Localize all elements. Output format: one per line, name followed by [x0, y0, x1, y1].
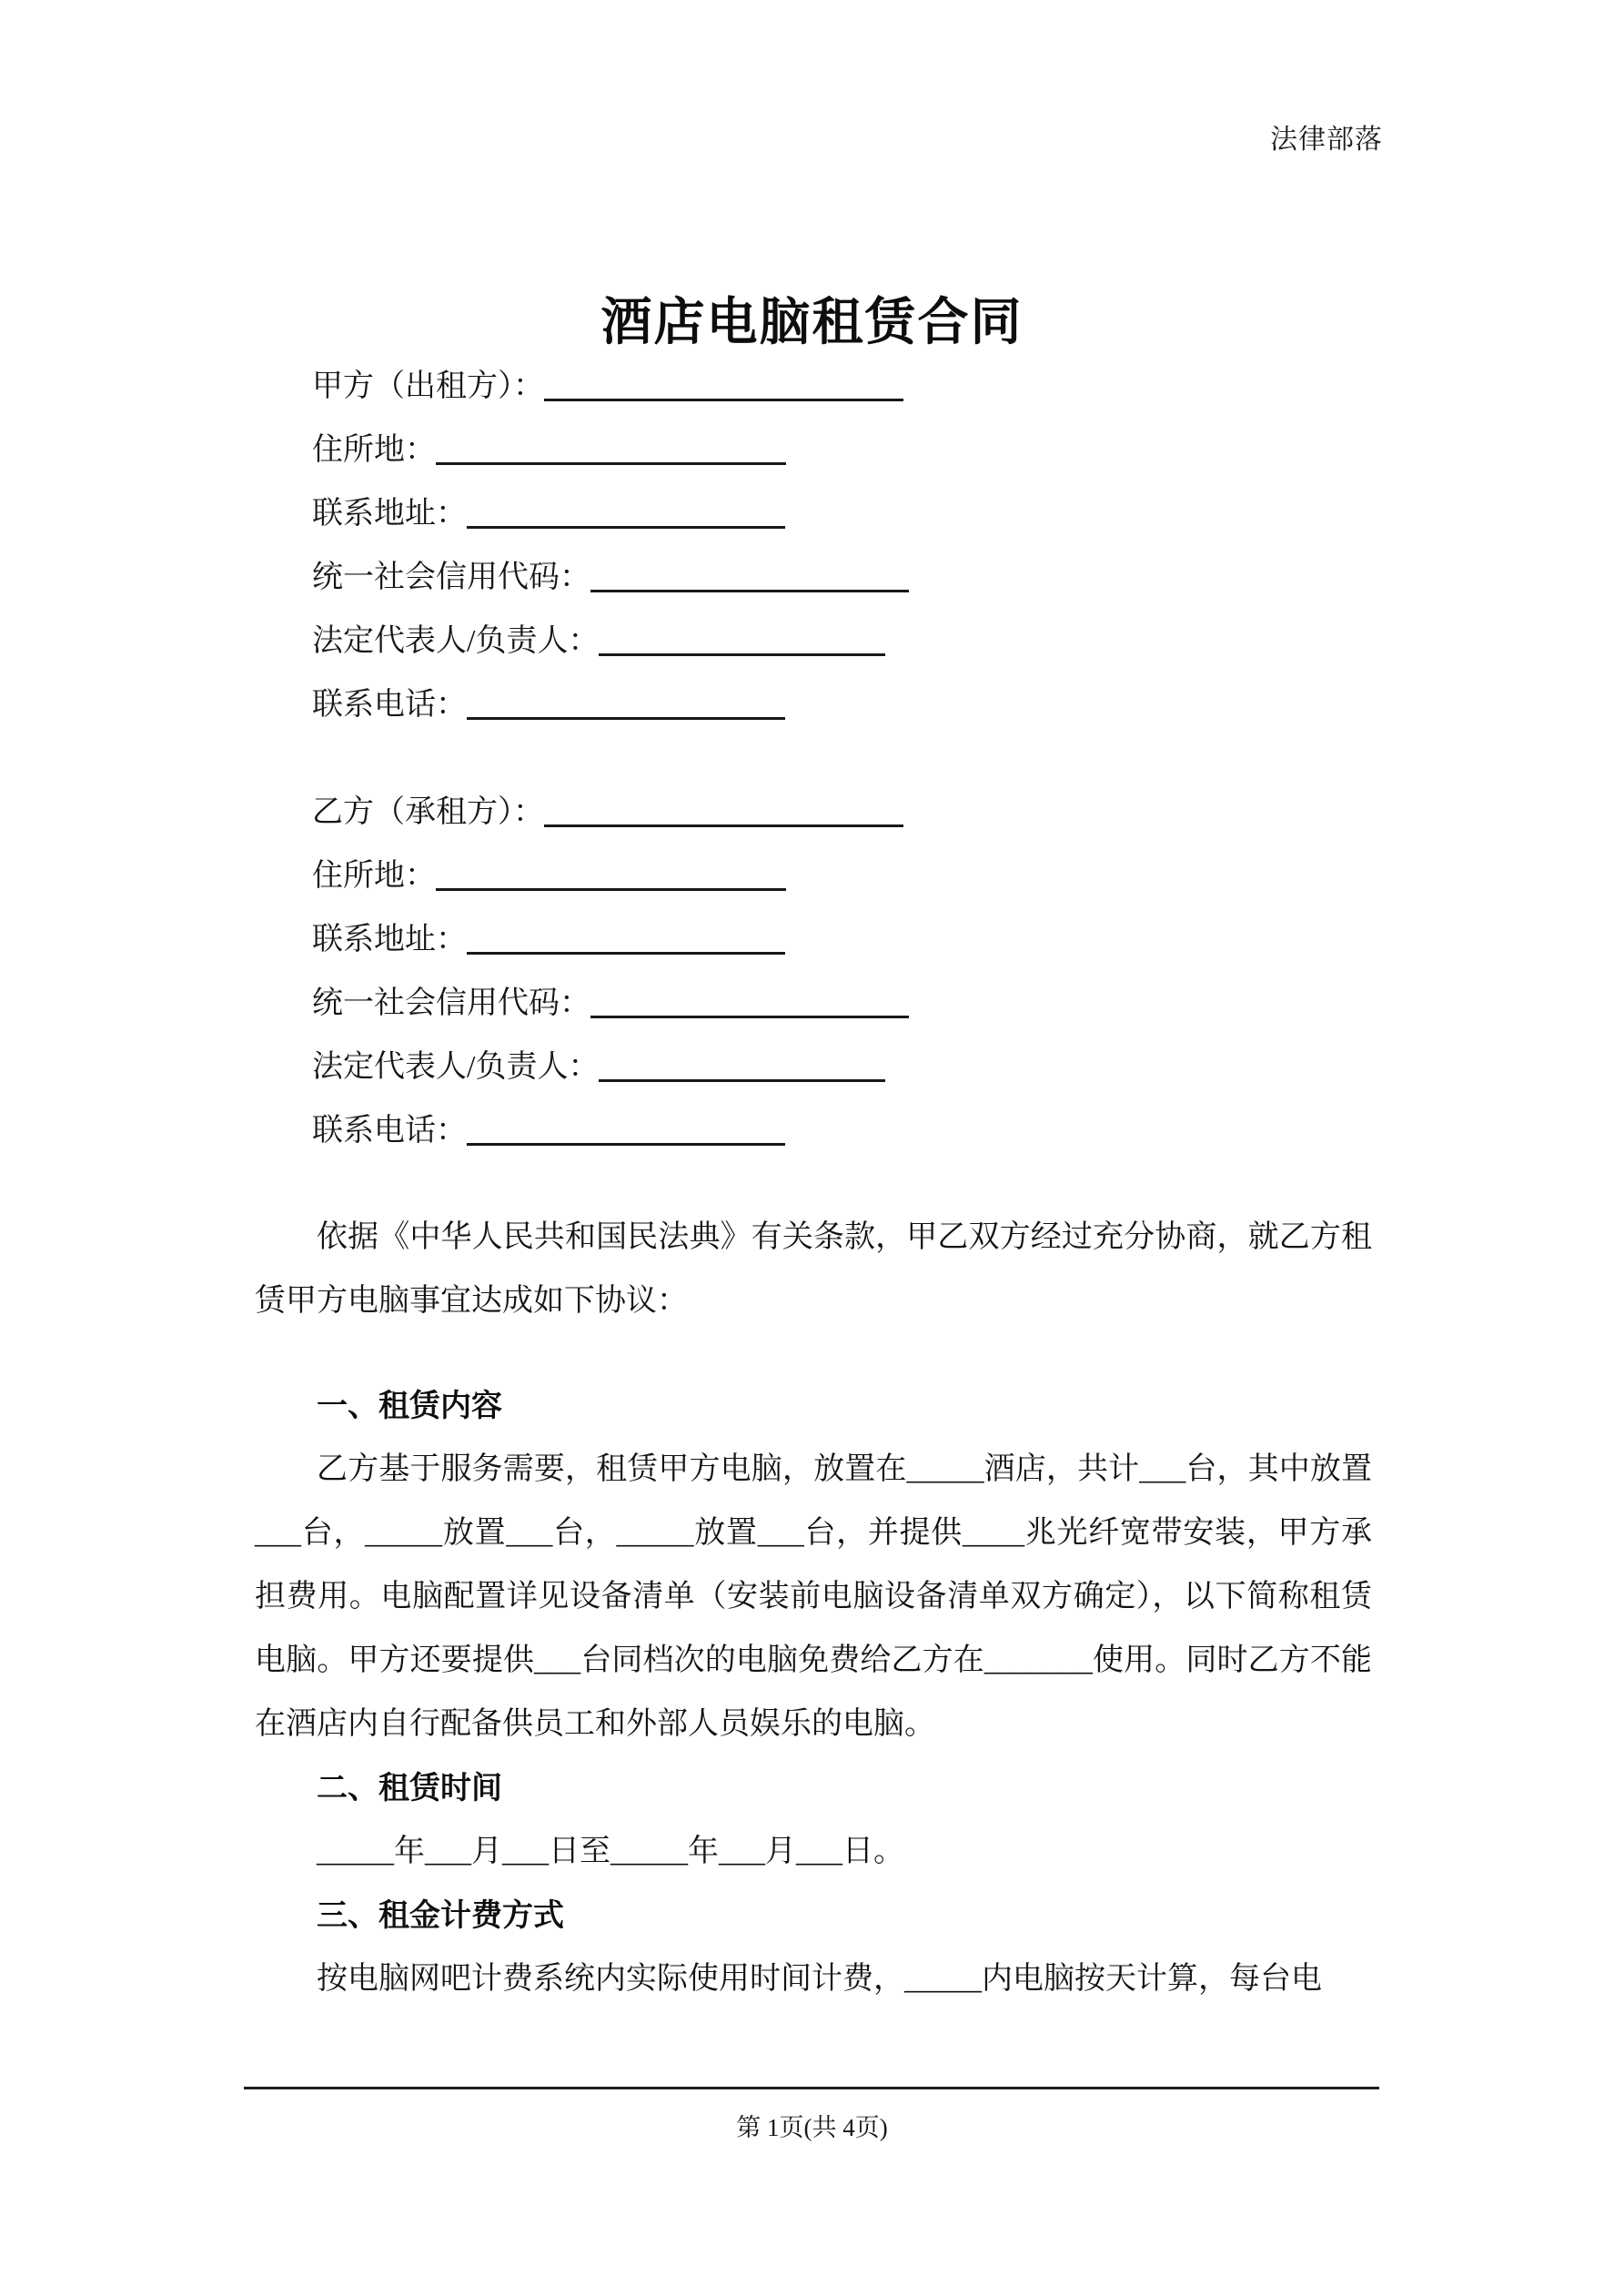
blank-line — [544, 362, 903, 401]
blank-line — [599, 1043, 885, 1082]
contract-body — [255, 1206, 1372, 2011]
section-paragraph-3: 按电脑网吧计费系统内实际使用时间计费，_____内电脑按天计算，每台电 — [317, 1962, 1322, 1996]
field-row-party-b-residence — [312, 845, 909, 908]
field-row-party-b-phone — [312, 1099, 909, 1163]
blank-line — [467, 915, 785, 955]
section-paragraph-2: _____年___月___日至_____年___月___日。 — [317, 1835, 904, 1868]
field-row-party-a-credit-code — [312, 546, 909, 610]
field-row-party-a-residence — [312, 419, 909, 482]
field-label: 乙方（承租方）： — [312, 795, 544, 829]
field-label: 法定代表人/负责人： — [312, 624, 600, 658]
field-label: 联系电话： — [312, 688, 467, 722]
document-title: 酒店电脑租赁合同 — [600, 294, 1024, 351]
blank-line — [467, 1107, 785, 1146]
field-row-party-b-credit-code — [312, 972, 909, 1036]
party-b-fields — [312, 781, 909, 1163]
field-label: 联系电话： — [312, 1114, 467, 1148]
page-number: 第 1页(共 4页) — [736, 2114, 888, 2141]
section-heading-2: 二、租赁时间 — [317, 1771, 502, 1805]
blank-line — [590, 553, 909, 592]
blank-line — [467, 681, 785, 720]
intro-paragraph: 依据《中华人民共和国民法典》有关条款，甲乙双方经过充分协商，就乙方租赁甲方电脑事宜达成如下协议： — [255, 1220, 1372, 1318]
brand-watermark: 法律部落 — [1270, 125, 1383, 155]
section-heading-1: 一、租赁内容 — [317, 1389, 502, 1423]
field-row-party-b-name — [312, 781, 909, 845]
field-label: 住所地： — [312, 859, 436, 893]
blank-line — [467, 490, 785, 529]
field-label: 住所地： — [312, 433, 436, 467]
field-label: 联系地址： — [312, 923, 467, 956]
field-row-party-b-contact-address — [312, 908, 909, 972]
field-row-party-a-contact-address — [312, 482, 909, 546]
field-row-party-a-name — [312, 355, 909, 419]
field-label: 统一社会信用代码： — [312, 561, 590, 594]
section-spacer — [255, 1333, 1372, 1374]
field-label: 甲方（出租方）： — [312, 369, 544, 403]
blank-line — [544, 788, 903, 827]
blank-line — [436, 852, 786, 891]
blank-line — [599, 617, 885, 656]
section-paragraph-1: 乙方基于服务需要，租赁甲方电脑，放置在_____酒店，共计___台，其中放置___台，_____放置___台，_____放置___台，并提供____兆光纤宽带安装，甲方承担费用。电脑配置详见设备清单（安装前电脑设备清单双方确定），以下简称租赁电脑。甲方还要提供___台同档次的电脑免费给乙方在_______使用。同时乙方不能在酒店内自行配备供员工和外部人员娱乐的电脑。 — [255, 1452, 1372, 1741]
field-row-party-a-legal-rep — [312, 610, 909, 673]
footer-rule — [244, 2087, 1379, 2089]
blank-line — [436, 426, 786, 465]
field-row-party-a-phone — [312, 673, 909, 737]
field-row-party-b-legal-rep — [312, 1036, 909, 1099]
section-heading-3: 三、租金计费方式 — [317, 1898, 564, 1933]
party-a-fields — [312, 355, 909, 737]
field-label: 统一社会信用代码： — [312, 986, 590, 1020]
field-label: 联系地址： — [312, 497, 467, 531]
field-label: 法定代表人/负责人： — [312, 1050, 600, 1084]
blank-line — [590, 979, 909, 1018]
